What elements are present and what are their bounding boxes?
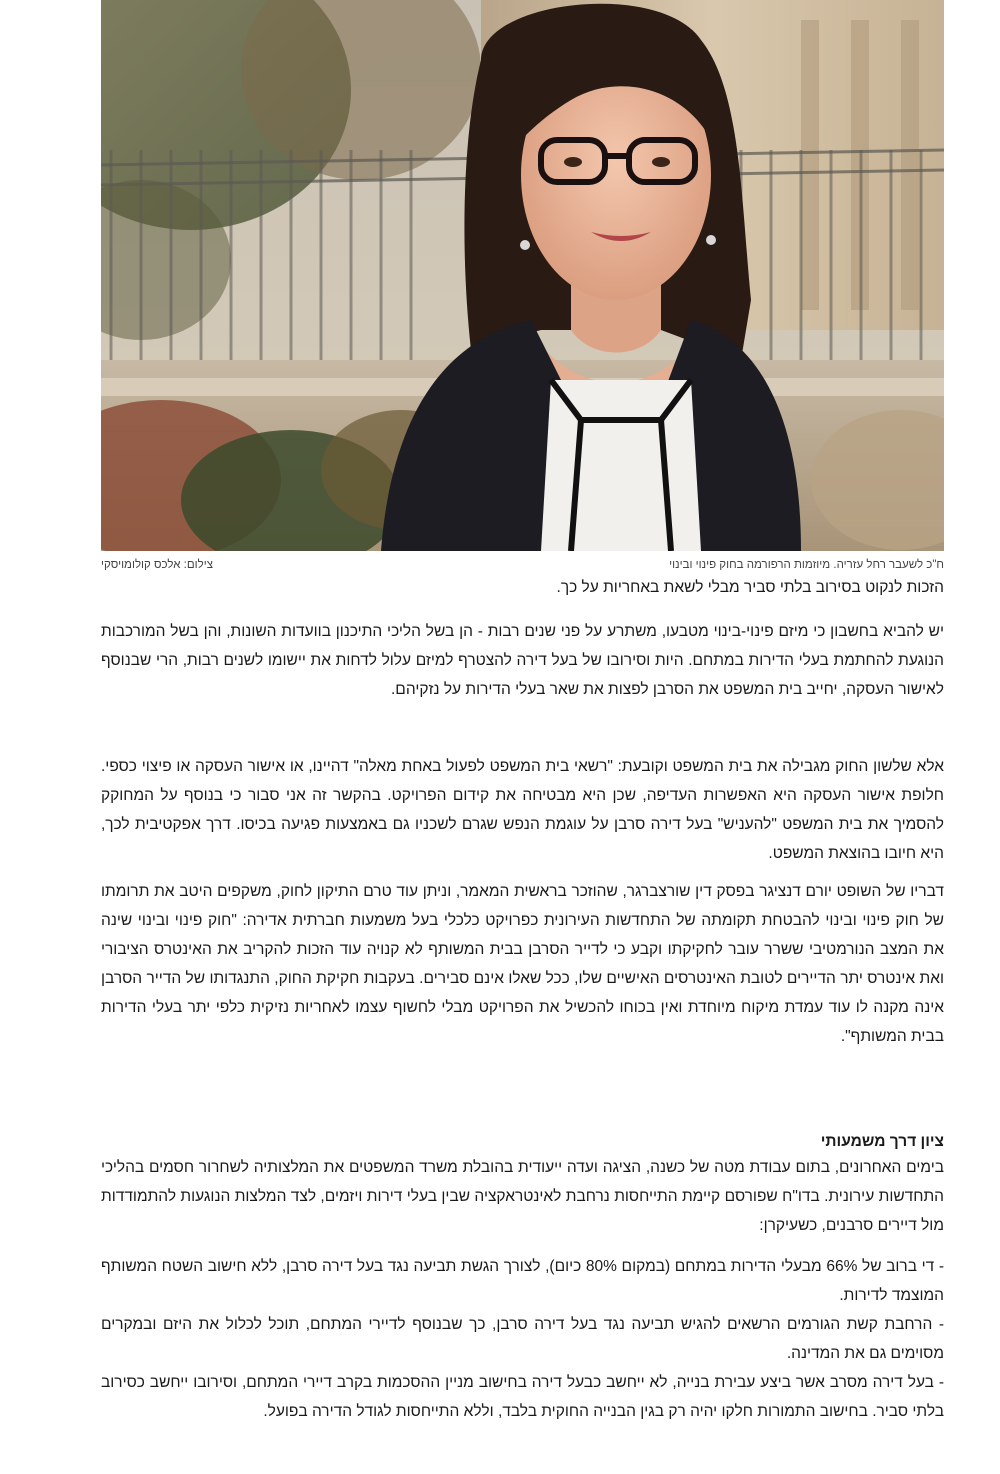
caption-text: ח"כ לשעבר רחל עזריה. מיוזמות הרפורמה בחוק פינוי ובינוי [669,559,944,571]
article-paragraph-2: יש להביא בחשבון כי מיזם פינוי-בינוי מטבעו, משתרע על פני שנים רבות - הן בשל הליכי התיכנון בוועדות השונות, והן בשל המורכבות הנוגעת להחתמת בעלי הדירות במתחם. היות וסירובו של בעל דירה להצטרף למיזם עלול לדחות את יישומו לשנים רבות, הרי שבנוסף לאישור העסקה, יחייב בית המשפט את הסרבן לפצות את שאר בעלי הדירות על נזקיהם. [101,623,944,698]
recommendations-list [101,1252,944,1426]
article-paragraph-3: אלא שלשון החוק מגבילה את בית המשפט וקובעת: "רשאי בית המשפט לפעול באחת מאלה" דהיינו, או אישור העסקה או פיצוי כספי. חלופת אישור העסקה היא האפשרות העדיפה, שכן היא מבטיחה את קידום הפרויקט. בהקשר זה אני סבור כי בנוסף על המחוקק להסמיך את בית המשפט "להעניש" בעל דירה סרבן על עוגמת הנפש שגרם לשכניו גם באמצעות פגיעה בכיסו. דרך אפקטיבית לכך, היא חיובו בהוצאת המשפט. [101,758,944,862]
photo-caption [101,557,944,573]
list-item: - הרחבת קשת הגורמים הרשאים להגיש תביעה נגד בעל דירה סרבן, כך שבנוסף לדיירי המתחם, תוכל לכלול את היזם ובמקרים מסוימים גם את המדינה. [101,1316,944,1362]
portrait-photo [101,0,944,551]
article-paragraph-1: הזכות לנקוט בסירוב בלתי סביר מבלי לשאת באחריות על כך. [556,579,944,596]
photo-credit: צילום: אלכס קולומויסקי [101,559,213,571]
article-paragraph-4: דבריו של השופט יורם דנציגר בפסק דין שורצברגר, שהוזכר בראשית המאמר, וניתן עוד טרם התיקון לחוק, משקפים היטב את תרומתו של חוק פינוי ובינוי להבטחת תקומתה של התחדשות העירונית כפרויקט כלכלי בעל משמעות חברתית אדירה: "חוק פינוי ובינוי שינה את המצב הנורמטיבי ששרר עובר לחקיקתו וקבע כי לדייר הסרבן בבית המשותף לא קנויה עוד הזכות להקריב את האינטרס הציבורי ואת אינטרס יתר הדיירים לטובת האינטרסים האישיים שלו, ככל שאלו אינם סבירים. בעקבות חקיקת החוק, התנגדותו של הדייר הסרבן אינה מקנה לו עוד עמדת מיקוח מיוחדת ואין בכוחו להכשיל את הפרויקט מבלי לחשוף עצמו לאחריות נזיקית כלפי יתר בעלי הדירות בבית המשותף". [101,883,944,1045]
section-heading: ציון דרך משמעותי [820,1133,944,1150]
section-intro: בימים האחרונים, בתום עבודת מטה של כשנה, הציגה ועדה ייעודית בהובלת משרד המשפטים את המלצותיה לשחרור חסמים בהליכי התחדשות עירונית. בדו"ח שפורסם קיימת התייחסות נרחבת לאינטראקציה שבין בעלי דירות ויזמים, לצד המלצות הנוגעות להתמודדות מול דיירים סרבנים, כשעיקרן: [101,1159,944,1234]
list-item: - די ברוב של 66% מבעלי הדירות במתחם (במקום 80% כיום), לצורך הגשת תביעה נגד בעל דירה סרבן, ללא חישוב השטח המשותף המוצמד לדירות. [101,1258,944,1304]
article-photo [101,0,944,551]
list-item: - בעל דירה מסרב אשר ביצע עבירת בנייה, לא ייחשב כבעל דירה בחישוב מניין ההסכמות בקרב דיירי המתחם, וסירובו ייחשב כסירוב בלתי סביר. בחישוב התמורות חלקו יהיה רק בגין הבנייה החוקית בלבד, וללא התייחסות לגודל הדירה בפועל. [101,1374,944,1420]
